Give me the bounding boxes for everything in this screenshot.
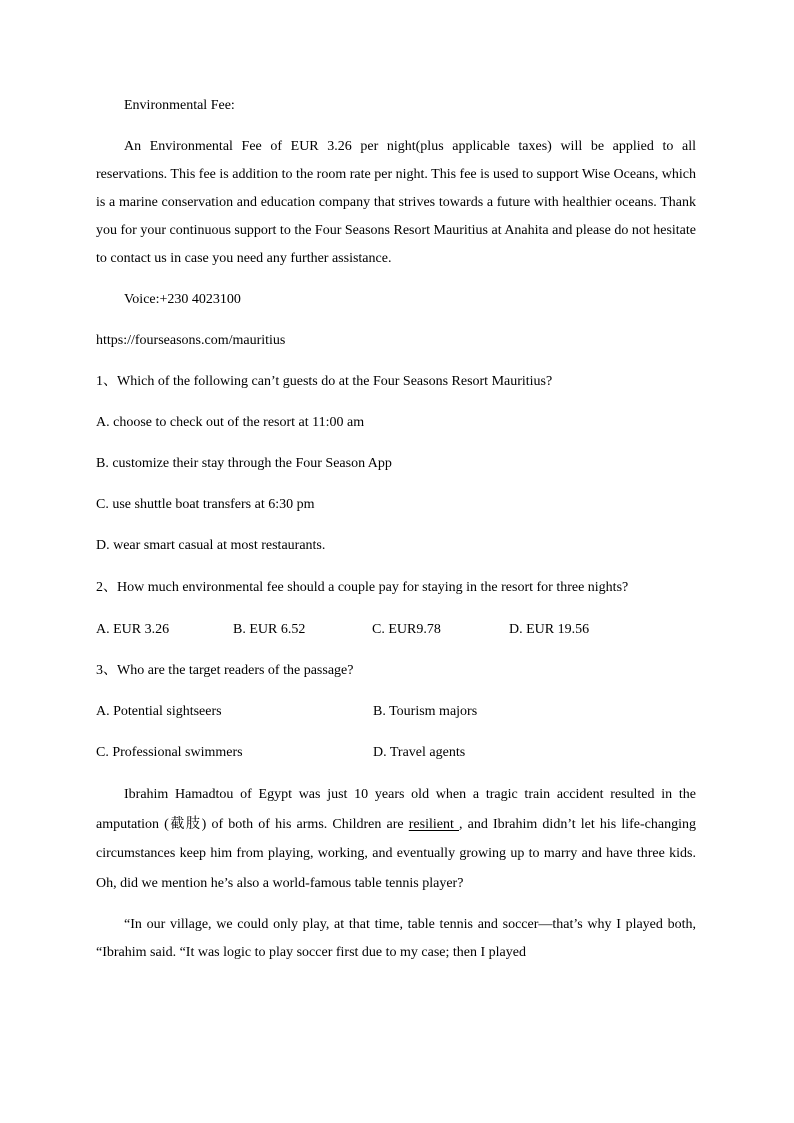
question-3-option-b: B. Tourism majors: [373, 704, 478, 719]
passage-2-paragraph-2: “In our village, we could only play, at that time, table tennis and soccer—that’s why I played both, “Ibrahim said. “It was logic to play soccer first due to my case; then I played: [96, 917, 696, 960]
env-fee-heading: Environmental Fee:: [124, 98, 235, 113]
question-1-option-c: C. use shuttle boat transfers at 6:30 pm: [96, 497, 315, 512]
question-1-stem: 1、Which of the following can’t guests do at the Four Seasons Resort Mauritius?: [96, 374, 553, 389]
question-3-stem: 3、Who are the target readers of the passage?: [96, 663, 354, 678]
question-2-options: [96, 616, 696, 644]
question-3-option-d: D. Travel agents: [373, 745, 466, 760]
voice-number: Voice:+230 4023100: [124, 292, 241, 307]
question-1-option-b: B. customize their stay through the Four Season App: [96, 456, 392, 471]
passage-2-text-b: , and Ibrahim didn’t let his life-changing circumstances keep him from playing, working, and eventually growing up to marry and have three kids. Oh, did we mention he’s also a world-famous table tennis player?: [96, 816, 696, 891]
question-1-option-d: D. wear smart casual at most restaurants.: [96, 538, 326, 553]
question-3-option-c: C. Professional swimmers: [96, 745, 243, 760]
underlined-word-resilient: resilient: [408, 816, 459, 832]
question-2-stem: 2、How much environmental fee should a couple pay for staying in the resort for three nights?: [96, 580, 629, 595]
question-2-option-b: B. EUR 6.52: [233, 622, 306, 637]
question-1-option-a: A. choose to check out of the resort at 11:00 am: [96, 415, 365, 430]
question-2-option-c: C. EUR9.78: [372, 622, 441, 637]
passage-2-text-a: Ibrahim Hamadtou of Egypt was just 10 years old when a tragic train accident resulted in the amputation (截肢) of both of his arms. Children are: [96, 787, 696, 832]
document-page: [96, 92, 696, 967]
question-3-options-row-1: [96, 698, 696, 726]
website-url: https://fourseasons.com/mauritius: [96, 333, 286, 348]
env-fee-paragraph: An Environmental Fee of EUR 3.26 per night(plus applicable taxes) will be applied to all reservations. This fee is addition to the room rate per night. This fee is used to support Wise Oceans, which is a marine conservation and education company that strives towards a future with healthier oceans. Thank you for your continuous support to the Four Seasons Resort Mauritius at Anahita and please do not hesitate to contact us in case you need any further assistance.: [96, 139, 696, 266]
question-3-option-a: A. Potential sightseers: [96, 704, 222, 719]
question-3-options-row-2: [96, 739, 696, 767]
question-2-option-a: A. EUR 3.26: [96, 622, 170, 637]
question-2-option-d: D. EUR 19.56: [509, 622, 590, 637]
passage-2-paragraph-1: [96, 780, 696, 898]
